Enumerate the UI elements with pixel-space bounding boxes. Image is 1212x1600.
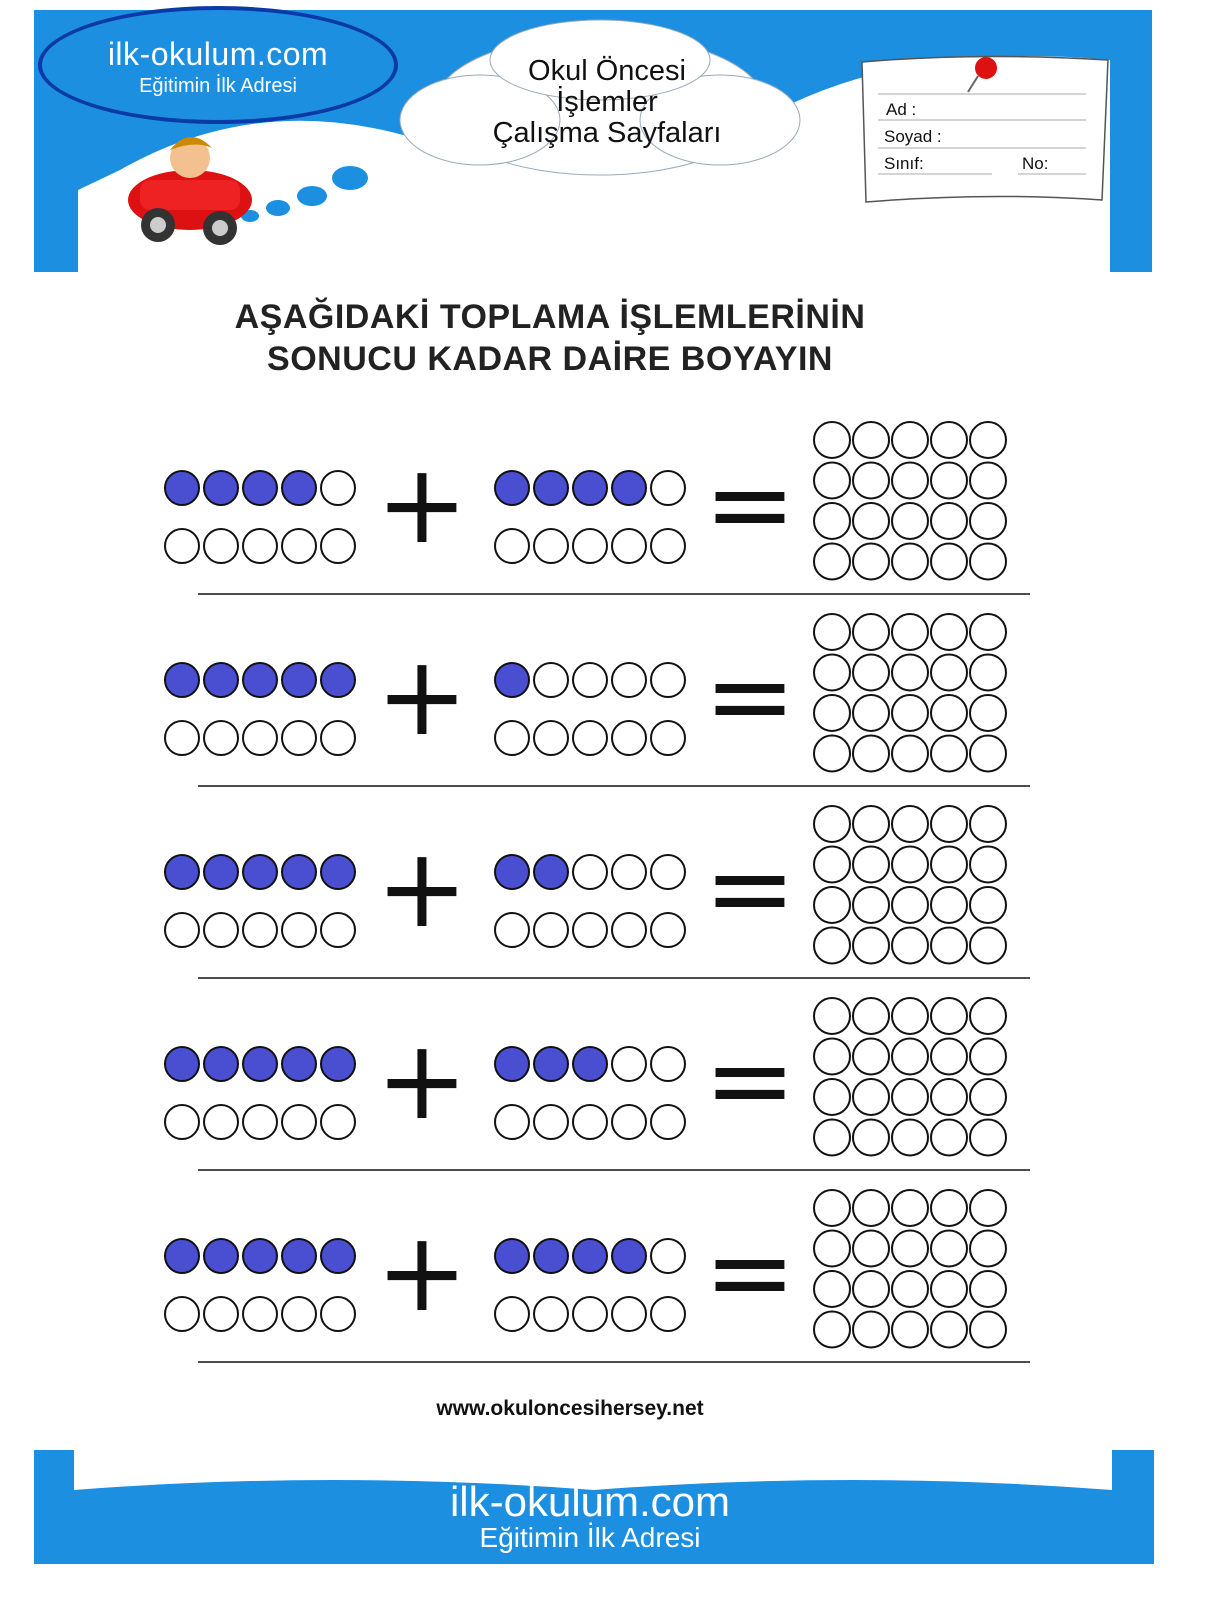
answer-circle[interactable]: [931, 1039, 967, 1075]
first-addend-circle: [243, 1239, 277, 1273]
second-addend-circle: [495, 1047, 529, 1081]
second-addend-circle: [651, 1047, 685, 1081]
answer-circle[interactable]: [970, 655, 1006, 691]
answer-circle[interactable]: [853, 614, 889, 650]
cloud-line-1: Okul Öncesi: [528, 55, 686, 87]
answer-circle[interactable]: [853, 695, 889, 731]
answer-circle[interactable]: [892, 422, 928, 458]
first-addend-circle: [243, 1297, 277, 1331]
problem-row: [0, 1178, 1212, 1368]
answer-circle[interactable]: [931, 1079, 967, 1115]
second-addend-circle: [534, 1047, 568, 1081]
answer-circle[interactable]: [853, 655, 889, 691]
answer-circle[interactable]: [970, 503, 1006, 539]
first-addend-circle: [282, 913, 316, 947]
answer-circle[interactable]: [853, 806, 889, 842]
answer-circle[interactable]: [931, 887, 967, 923]
second-addend-circle: [651, 721, 685, 755]
answer-circle[interactable]: [814, 544, 850, 580]
first-addend-circle: [165, 1105, 199, 1139]
answer-circle[interactable]: [892, 847, 928, 883]
plus-sign: +: [375, 1016, 469, 1144]
answer-circle[interactable]: [892, 655, 928, 691]
second-addend-circle: [612, 913, 646, 947]
answer-circle[interactable]: [892, 1120, 928, 1156]
answer-circle[interactable]: [892, 1231, 928, 1267]
plus-sign: +: [375, 824, 469, 952]
answer-circle[interactable]: [853, 422, 889, 458]
first-addend-circle: [204, 529, 238, 563]
second-addend-circle: [651, 1297, 685, 1331]
first-addend-circle: [204, 1297, 238, 1331]
first-addend-circle: [282, 1105, 316, 1139]
second-addend-circle: [612, 1047, 646, 1081]
first-addend-circle: [321, 1105, 355, 1139]
answer-circle[interactable]: [853, 1120, 889, 1156]
second-addend-circle: [534, 1105, 568, 1139]
plus-sign: +: [375, 632, 469, 760]
first-addend-circle: [243, 855, 277, 889]
problem-row: [0, 794, 1212, 984]
second-addend-circle: [573, 1047, 607, 1081]
answer-circle[interactable]: [931, 806, 967, 842]
first-addend-circle: [165, 1047, 199, 1081]
equals-sign: =: [703, 1208, 797, 1336]
answer-circle[interactable]: [892, 736, 928, 772]
second-addend-circle: [573, 855, 607, 889]
answer-circle[interactable]: [892, 1312, 928, 1348]
first-addend-circle: [165, 663, 199, 697]
first-addend-circle: [204, 913, 238, 947]
answer-circle[interactable]: [814, 695, 850, 731]
answer-circle[interactable]: [931, 847, 967, 883]
answer-circle[interactable]: [970, 887, 1006, 923]
answer-circle[interactable]: [892, 544, 928, 580]
answer-circle[interactable]: [814, 887, 850, 923]
second-addend-circle: [651, 855, 685, 889]
answer-circle[interactable]: [970, 1079, 1006, 1115]
first-addend-circle: [243, 721, 277, 755]
first-addend-circle: [204, 663, 238, 697]
answer-circle[interactable]: [853, 503, 889, 539]
first-addend-circle: [243, 663, 277, 697]
second-addend-circle: [534, 1239, 568, 1273]
answer-circle[interactable]: [931, 463, 967, 499]
first-addend-circle: [165, 1297, 199, 1331]
second-addend-circle: [651, 529, 685, 563]
answer-circle[interactable]: [853, 847, 889, 883]
answer-circle[interactable]: [970, 736, 1006, 772]
answer-circle[interactable]: [931, 1120, 967, 1156]
answer-circle[interactable]: [853, 1039, 889, 1075]
answer-circle[interactable]: [853, 463, 889, 499]
answer-circle[interactable]: [970, 1039, 1006, 1075]
answer-circle[interactable]: [814, 1231, 850, 1267]
footer-url[interactable]: www.okuloncesihersey.net: [436, 1397, 704, 1420]
first-addend-circle: [204, 471, 238, 505]
answer-circle[interactable]: [931, 736, 967, 772]
second-addend-circle: [495, 721, 529, 755]
answer-circle[interactable]: [931, 655, 967, 691]
instruction-line-1: AŞAĞIDAKİ TOPLAMA İŞLEMLERİNİN: [234, 298, 866, 336]
footer-logo-sub: Eğitimin İlk Adresi: [479, 1522, 701, 1553]
plus-sign: +: [375, 440, 469, 568]
answer-circle[interactable]: [970, 1231, 1006, 1267]
answer-circle[interactable]: [931, 1231, 967, 1267]
first-addend-circle: [282, 855, 316, 889]
second-addend-circle: [573, 1105, 607, 1139]
answer-circle[interactable]: [970, 998, 1006, 1034]
first-addend-circle: [321, 529, 355, 563]
answer-circle[interactable]: [814, 655, 850, 691]
answer-circle[interactable]: [814, 614, 850, 650]
answer-circle[interactable]: [931, 422, 967, 458]
answer-circle[interactable]: [853, 887, 889, 923]
first-addend-circle: [282, 1047, 316, 1081]
equals-sign: =: [703, 824, 797, 952]
cloud-line-2: İşlemler: [556, 86, 658, 118]
answer-circle[interactable]: [970, 463, 1006, 499]
answer-circle[interactable]: [892, 1039, 928, 1075]
answer-circle[interactable]: [970, 614, 1006, 650]
second-addend-circle: [495, 529, 529, 563]
answer-circle[interactable]: [814, 736, 850, 772]
answer-circle[interactable]: [892, 998, 928, 1034]
first-addend-circle: [165, 1239, 199, 1273]
answer-circle[interactable]: [853, 1079, 889, 1115]
answer-circle[interactable]: [892, 614, 928, 650]
first-addend-circle: [204, 721, 238, 755]
first-addend-circle: [321, 1239, 355, 1273]
answer-circle[interactable]: [931, 1190, 967, 1226]
answer-circle[interactable]: [892, 1079, 928, 1115]
answer-circle[interactable]: [931, 695, 967, 731]
first-addend-circle: [321, 721, 355, 755]
second-addend-circle: [573, 471, 607, 505]
answer-circle[interactable]: [814, 847, 850, 883]
instruction-title: [150, 296, 950, 380]
second-addend-circle: [573, 1297, 607, 1331]
logo-main-text: ilk-okulum.com: [107, 36, 329, 72]
first-addend-circle: [243, 529, 277, 563]
surname-label: Soyad :: [884, 127, 942, 146]
first-addend-circle: [165, 471, 199, 505]
second-addend-circle: [573, 913, 607, 947]
footer-logo-main: ilk-okulum.com: [449, 1478, 731, 1525]
answer-circle[interactable]: [892, 1271, 928, 1307]
second-addend-circle: [534, 855, 568, 889]
answer-circle[interactable]: [814, 1039, 850, 1075]
second-addend-circle: [573, 721, 607, 755]
first-addend-circle: [243, 1047, 277, 1081]
answer-circle[interactable]: [814, 928, 850, 964]
answer-circle[interactable]: [931, 503, 967, 539]
answer-circle[interactable]: [814, 1120, 850, 1156]
first-addend-circle: [165, 721, 199, 755]
answer-circle[interactable]: [814, 998, 850, 1034]
first-addend-circle: [282, 529, 316, 563]
answer-circle[interactable]: [970, 695, 1006, 731]
answer-circle[interactable]: [814, 806, 850, 842]
answer-circle[interactable]: [970, 1312, 1006, 1348]
answer-circle[interactable]: [970, 1271, 1006, 1307]
answer-circle[interactable]: [970, 806, 1006, 842]
first-addend-circle: [243, 471, 277, 505]
answer-circle[interactable]: [814, 1312, 850, 1348]
second-addend-circle: [534, 471, 568, 505]
second-addend-circle: [534, 913, 568, 947]
second-addend-circle: [612, 663, 646, 697]
answer-circle[interactable]: [892, 463, 928, 499]
number-label: No:: [1022, 154, 1049, 173]
answer-circle[interactable]: [853, 1190, 889, 1226]
answer-circle[interactable]: [892, 887, 928, 923]
first-addend-circle: [282, 1297, 316, 1331]
first-addend-circle: [204, 1105, 238, 1139]
second-addend-circle: [534, 1297, 568, 1331]
second-addend-circle: [495, 663, 529, 697]
first-addend-circle: [165, 855, 199, 889]
second-addend-circle: [612, 1239, 646, 1273]
second-addend-circle: [651, 663, 685, 697]
second-addend-circle: [651, 913, 685, 947]
second-addend-circle: [495, 1105, 529, 1139]
answer-circle[interactable]: [814, 422, 850, 458]
answer-circle[interactable]: [931, 928, 967, 964]
second-addend-circle: [534, 721, 568, 755]
worksheet-series-title: [462, 56, 752, 149]
first-addend-circle: [243, 1105, 277, 1139]
answer-circle[interactable]: [970, 544, 1006, 580]
second-addend-circle: [651, 1239, 685, 1273]
equals-sign: =: [703, 1016, 797, 1144]
first-addend-circle: [321, 913, 355, 947]
logo-sub-text: Eğitimin İlk Adresi: [139, 75, 297, 97]
problem-row: [0, 986, 1212, 1176]
problem-row: [0, 410, 1212, 600]
name-label: Ad :: [886, 100, 917, 119]
site-logo[interactable]: [38, 6, 398, 124]
answer-circle[interactable]: [931, 1271, 967, 1307]
first-addend-circle: [282, 663, 316, 697]
first-addend-circle: [282, 471, 316, 505]
first-addend-circle: [204, 1239, 238, 1273]
second-addend-circle: [495, 913, 529, 947]
second-addend-circle: [573, 1239, 607, 1273]
first-addend-circle: [243, 913, 277, 947]
answer-circle[interactable]: [814, 463, 850, 499]
answer-circle[interactable]: [853, 544, 889, 580]
answer-circle[interactable]: [814, 1190, 850, 1226]
answer-circle[interactable]: [931, 544, 967, 580]
first-addend-circle: [282, 1239, 316, 1273]
first-addend-circle: [204, 1047, 238, 1081]
answer-circle[interactable]: [853, 1312, 889, 1348]
answer-circle[interactable]: [814, 1271, 850, 1307]
second-addend-circle: [612, 721, 646, 755]
plus-sign: +: [375, 1208, 469, 1336]
class-label: Sınıf:: [884, 154, 924, 173]
answer-circle[interactable]: [970, 847, 1006, 883]
answer-circle[interactable]: [853, 1271, 889, 1307]
answer-circle[interactable]: [814, 1079, 850, 1115]
first-addend-circle: [321, 1297, 355, 1331]
answer-circle[interactable]: [853, 736, 889, 772]
answer-circle[interactable]: [970, 1190, 1006, 1226]
answer-circle[interactable]: [892, 695, 928, 731]
answer-circle[interactable]: [931, 998, 967, 1034]
answer-circle[interactable]: [892, 806, 928, 842]
answer-circle[interactable]: [892, 503, 928, 539]
second-addend-circle: [612, 471, 646, 505]
second-addend-circle: [534, 663, 568, 697]
second-addend-circle: [573, 663, 607, 697]
answer-circle[interactable]: [970, 422, 1006, 458]
second-addend-circle: [651, 1105, 685, 1139]
second-addend-circle: [612, 855, 646, 889]
answer-circle[interactable]: [853, 928, 889, 964]
first-addend-circle: [321, 855, 355, 889]
first-addend-circle: [165, 529, 199, 563]
first-addend-circle: [321, 663, 355, 697]
answer-circle[interactable]: [814, 503, 850, 539]
first-addend-circle: [321, 471, 355, 505]
second-addend-circle: [573, 529, 607, 563]
answer-circle[interactable]: [970, 1120, 1006, 1156]
answer-circle[interactable]: [853, 998, 889, 1034]
first-addend-circle: [204, 855, 238, 889]
first-addend-circle: [165, 913, 199, 947]
second-addend-circle: [651, 471, 685, 505]
problem-row: [0, 602, 1212, 792]
second-addend-circle: [612, 1105, 646, 1139]
answer-circle[interactable]: [892, 928, 928, 964]
second-addend-circle: [612, 529, 646, 563]
second-addend-circle: [495, 1239, 529, 1273]
second-addend-circle: [534, 529, 568, 563]
answer-circle[interactable]: [892, 1190, 928, 1226]
second-addend-circle: [495, 855, 529, 889]
answer-circle[interactable]: [931, 1312, 967, 1348]
equals-sign: =: [703, 440, 797, 568]
cloud-line-3: Çalışma Sayfaları: [492, 117, 722, 149]
first-addend-circle: [321, 1047, 355, 1081]
second-addend-circle: [495, 471, 529, 505]
first-addend-circle: [282, 721, 316, 755]
instruction-line-2: SONUCU KADAR DAİRE BOYAYIN: [267, 340, 833, 378]
answer-circle[interactable]: [931, 614, 967, 650]
second-addend-circle: [612, 1297, 646, 1331]
answer-circle[interactable]: [970, 928, 1006, 964]
answer-circle[interactable]: [853, 1231, 889, 1267]
equals-sign: =: [703, 632, 797, 760]
second-addend-circle: [495, 1297, 529, 1331]
